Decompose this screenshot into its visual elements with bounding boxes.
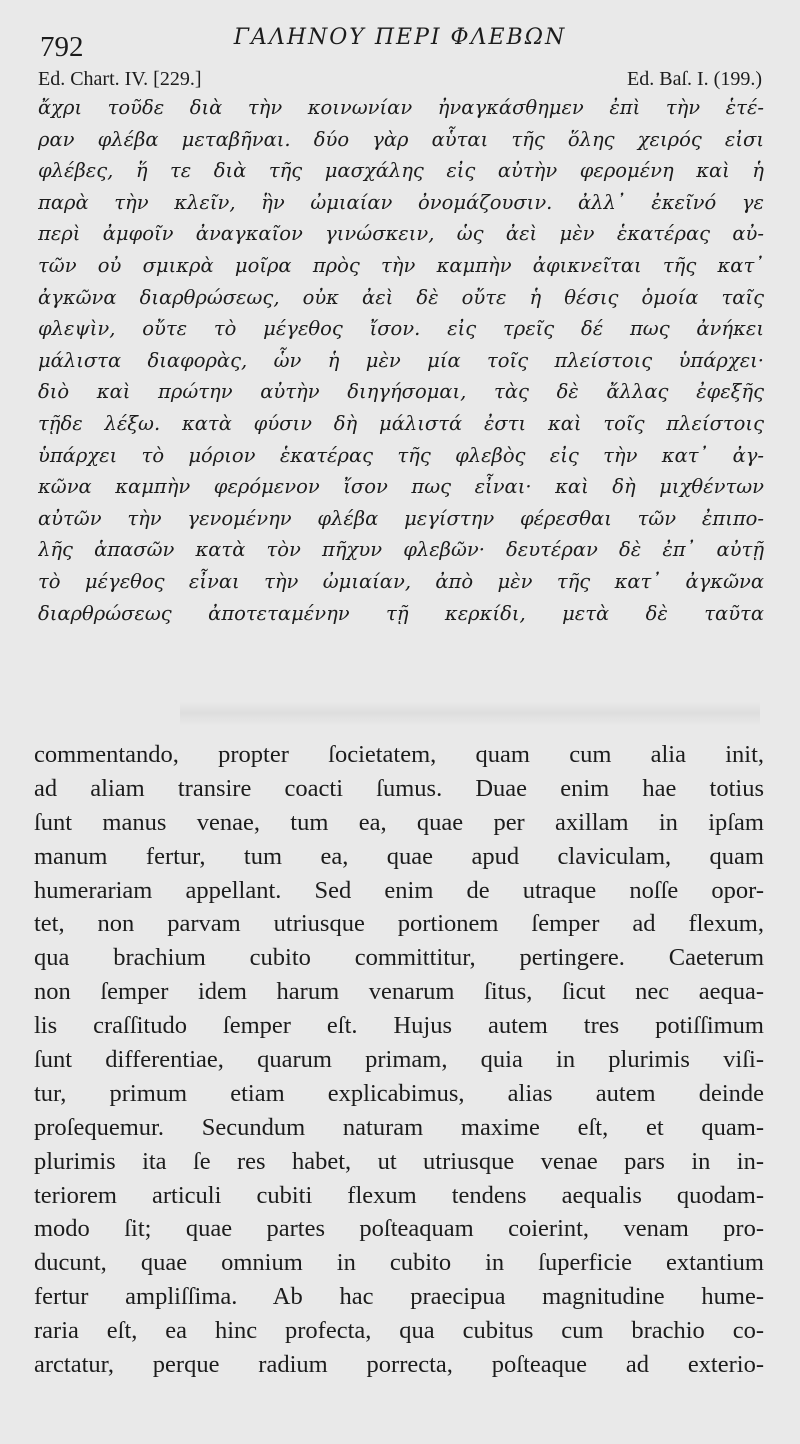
latin-line: non ſemper idem harum venarum ſitus, ſicut nec aequa-: [34, 978, 764, 1006]
latin-line: ſunt differentiae, quarum primam, quia in plurimis viſi-: [34, 1046, 764, 1074]
greek-line: τῶν οὐ σμικρὰ μοῖρα πρὸς τὴν καμπὴν ἀφικνεῖται τῆς κατ᾽: [38, 253, 764, 277]
latin-line: proſequemur. Secundum naturam maxime eſt, et quam-: [34, 1113, 764, 1141]
greek-line: μάλιστα διαφορὰς, ὧν ἡ μὲν μία τοῖς πλείστοις ὑπάρχει·: [38, 348, 764, 372]
latin-line: ad aliam transire coacti ſumus. Duae enim hae totius: [34, 774, 764, 802]
latin-line: ducunt, quae omnium in cubito in ſuperficie extantium: [34, 1249, 764, 1277]
latin-line: tur, primum etiam explicabimus, alias autem deinde: [34, 1079, 764, 1107]
greek-line: λῆς ἁπασῶν κατὰ τὸν πῆχυν φλεβῶν· δευτέραν δὲ ἐπ᾽ αὐτῇ: [38, 538, 764, 562]
running-title: ΓΑΛΗΝΟΥ ΠΕΡΙ ΦΛΕΒΩΝ: [233, 25, 567, 50]
bleed-through-shadow: [180, 702, 760, 726]
greek-line: ἀγκῶνα διαρθρώσεως, οὐκ ἀεὶ δὲ οὔτε ἡ θέσις ὁμοία ταῖς: [38, 285, 764, 309]
greek-line: διὸ καὶ πρώτην αὐτὴν διηγήσομαι, τὰς δὲ ἄλλας ἐφεξῆς: [38, 380, 764, 404]
greek-line: αὐτῶν τὴν γενομένην φλέβα μεγίστην φέρεσθαι τῶν ἐπιπο-: [38, 506, 764, 530]
latin-line: lis craſſitudo ſemper eſt. Hujus autem tres potiſſimum: [34, 1012, 764, 1040]
greek-line: τῇδε λέξω. κατὰ φύσιν δὴ μάλιστά ἐστι καὶ τοῖς πλείστοις: [38, 411, 764, 435]
latin-line: manum fertur, tum ea, quae apud claviculam, quam: [34, 842, 764, 870]
latin-text-block: [34, 738, 764, 1382]
latin-line: plurimis ita ſe res habet, ut utriusque venae pars in in-: [34, 1147, 764, 1175]
latin-line: modo ſit; quae partes poſteaquam coierint, venam pro-: [34, 1215, 764, 1243]
greek-line: διαρθρώσεως ἀποτεταμένην τῇ κερκίδι, μετὰ δὲ ταῦτα: [38, 601, 764, 625]
greek-line: φλέβες, ἥ τε διὰ τῆς μασχάλης εἰς αὐτὴν φερομένη καὶ ἡ: [38, 159, 764, 183]
greek-text-block: [38, 92, 764, 629]
latin-line: humerariam appellant. Sed enim de utraque noſſe opor-: [34, 876, 764, 904]
greek-line: κῶνα καμπὴν φερόμενον ἴσον πως εἶναι· καὶ δὴ μιχθέντων: [38, 475, 764, 499]
latin-line: teriorem articuli cubiti flexum tendens aequalis quodam-: [34, 1181, 764, 1209]
latin-line: tet, non parvam utriusque portionem ſemper ad flexum,: [34, 910, 764, 938]
greek-line: φλεψὶν, οὔτε τὸ μέγεθος ἴσον. εἰς τρεῖς δέ πως ἀνήκει: [38, 317, 764, 341]
latin-line: qua brachium cubito committitur, pertingere. Caeterum: [34, 944, 764, 972]
page-number: 792: [40, 31, 84, 63]
latin-line: commentando, propter ſocietatem, quam cum alia init,: [34, 741, 764, 768]
greek-line: περὶ ἀμφοῖν ἀναγκαῖον γινώσκειν, ὡς ἀεὶ μὲν ἑκατέρας αὐ-: [38, 222, 764, 246]
latin-line: raria eſt, ea hinc profecta, qua cubitus cum brachio co-: [34, 1317, 764, 1345]
latin-line: fertur ampliſſima. Ab hac praecipua magnitudine hume-: [34, 1283, 764, 1311]
edition-reference-left: Ed. Chart. IV. [229.]: [38, 68, 202, 90]
edition-reference-right: Ed. Baſ. I. (199.): [627, 68, 762, 90]
greek-line: τὸ μέγεθος εἶναι τὴν ὠμιαίαν, ἀπὸ μὲν τῆς κατ᾽ ἀγκῶνα: [38, 569, 764, 593]
latin-line: ſunt manus venae, tum ea, quae per axillam in ipſam: [34, 808, 764, 836]
latin-line: arctatur, perque radium porrecta, poſteaque ad exterio-: [34, 1351, 764, 1379]
greek-line: ραν φλέβα μεταβῆναι. δύο γὰρ αὗται τῆς ὅλης χειρός εἰσι: [38, 127, 764, 151]
greek-line: παρὰ τὴν κλεῖν, ἣν ὠμιαίαν ὀνομάζουσιν. ἀλλ᾽ ἐκεῖνό γε: [38, 190, 764, 214]
greek-line: ὑπάρχει τὸ μόριον ἑκατέρας τῆς φλεβὸς εἰς τὴν κατ᾽ ἀγ-: [38, 443, 764, 467]
greek-line: ἄχρι τοῦδε διὰ τὴν κοινωνίαν ἠναγκάσθημεν ἐπὶ τὴν ἑτέ-: [38, 96, 764, 119]
